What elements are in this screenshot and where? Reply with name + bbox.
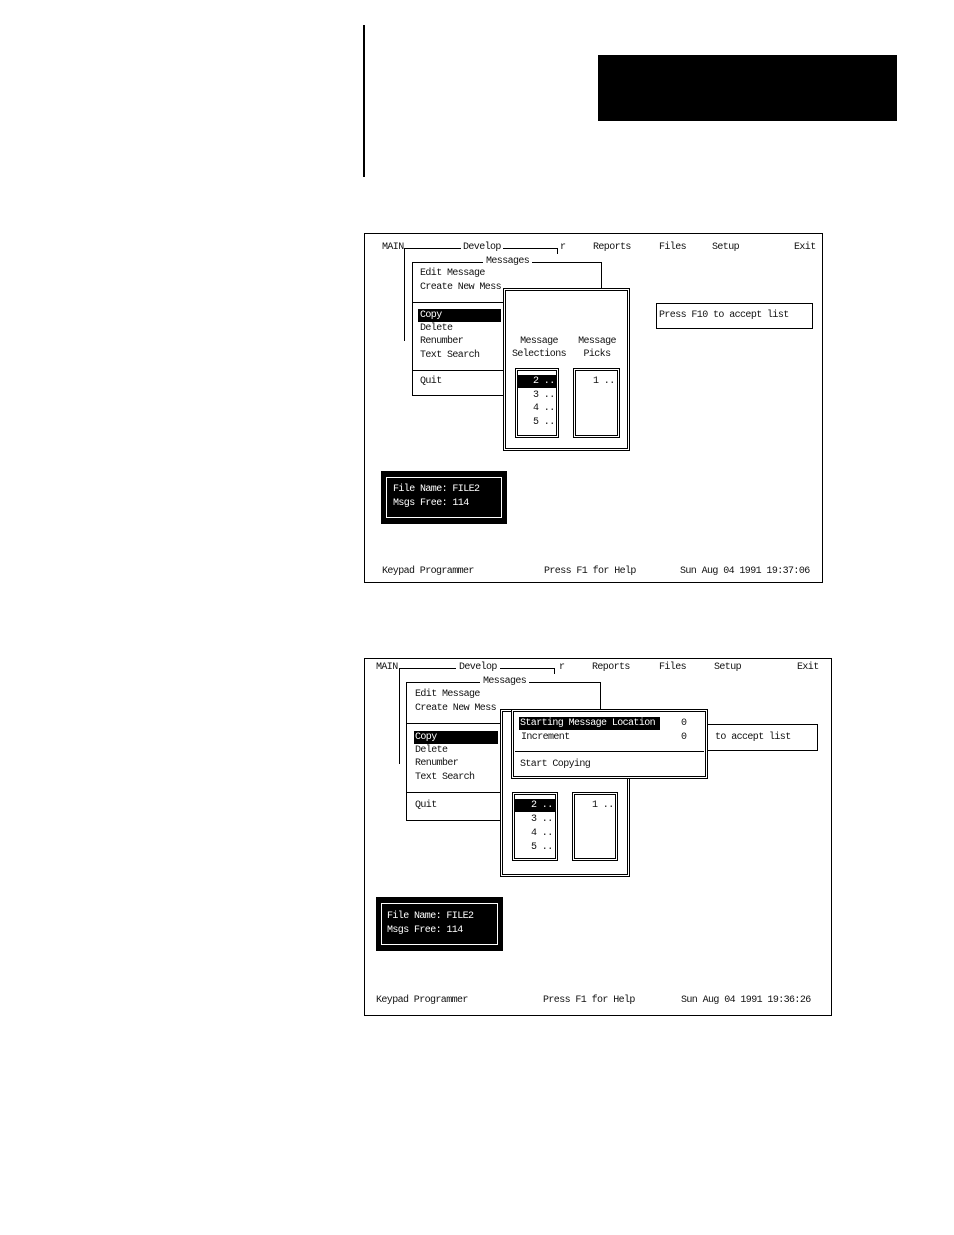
menu-main[interactable]: MAIN — [376, 662, 398, 673]
screenshot-2 — [364, 658, 832, 1016]
status-datetime: Sun Aug 04 1991 19:36:26 — [681, 995, 811, 1006]
message-picks-list[interactable] — [572, 792, 618, 861]
menu-files[interactable]: Files — [659, 242, 687, 253]
hint-box — [656, 303, 813, 329]
menu-item-delete[interactable]: Delete — [415, 745, 448, 756]
menu-item-quit[interactable]: Quit — [415, 800, 437, 811]
list-item[interactable]: 3 .. — [531, 814, 553, 825]
list-item-selected[interactable]: 2 .. — [515, 799, 555, 812]
chapter-tab-block — [598, 55, 897, 121]
screenshot-1 — [364, 233, 823, 583]
file-info-panel — [381, 471, 507, 524]
status-app-name: Keypad Programmer — [382, 566, 474, 577]
develop-bracket-line — [399, 668, 456, 669]
menu-item-create-new-message[interactable]: Create New Mess — [420, 282, 502, 293]
menu-item-create-new-message[interactable]: Create New Mess — [415, 703, 497, 714]
menu-exit[interactable]: Exit — [797, 662, 819, 673]
list-item[interactable]: 1 .. — [592, 800, 614, 811]
increment-value[interactable]: 0 — [681, 732, 687, 743]
menu-reports[interactable]: Reports — [593, 242, 631, 253]
develop-bracket-corner — [557, 248, 558, 254]
messages-menu-title: Messages — [483, 256, 532, 268]
menu-item-edit-message[interactable]: Edit Message — [415, 689, 480, 700]
msgs-free: Msgs Free: 114 — [393, 498, 469, 509]
list-item[interactable]: 4 .. — [531, 828, 553, 839]
increment-field[interactable]: Increment — [521, 732, 570, 743]
status-datetime: Sun Aug 04 1991 19:37:06 — [680, 566, 810, 577]
menu-item-copy[interactable]: Copy — [414, 731, 498, 744]
menu-item-delete[interactable]: Delete — [420, 323, 453, 334]
menu-reports[interactable]: Reports — [592, 662, 630, 673]
copy-dialog — [511, 709, 708, 779]
list-item[interactable]: 5 .. — [533, 417, 555, 428]
starting-location-field[interactable]: Starting Message Location — [519, 717, 660, 730]
starting-location-value[interactable]: 0 — [681, 718, 687, 729]
list-item[interactable]: 5 .. — [531, 842, 553, 853]
list-item[interactable]: 4 .. — [533, 403, 555, 414]
hint-text: Press F10 to accept list — [659, 310, 789, 321]
develop-bracket-corner — [554, 668, 555, 674]
menu-item-edit-message[interactable]: Edit Message — [420, 268, 485, 279]
status-help: Press F1 for Help — [544, 566, 636, 577]
msgs-free: Msgs Free: 114 — [387, 925, 463, 936]
menu-setup[interactable]: Setup — [714, 662, 742, 673]
margin-rule — [363, 25, 365, 177]
menu-r[interactable]: r — [559, 662, 565, 673]
develop-bracket-left — [404, 248, 405, 341]
menu-item-copy[interactable]: Copy — [418, 309, 501, 322]
status-help: Press F1 for Help — [543, 995, 635, 1006]
start-copying-button[interactable]: Start Copying — [520, 759, 591, 770]
list-item[interactable]: 1 .. — [593, 376, 615, 387]
menu-files[interactable]: Files — [659, 662, 687, 673]
selections-heading-line1: Message — [520, 336, 558, 347]
message-picks-list[interactable] — [573, 368, 620, 438]
menu-r[interactable]: r — [560, 242, 566, 253]
dialog-separator — [515, 751, 704, 752]
menu-setup[interactable]: Setup — [712, 242, 740, 253]
file-name: File Name: FILE2 — [387, 911, 474, 922]
menu-item-renumber[interactable]: Renumber — [420, 336, 464, 347]
file-info-frame — [381, 903, 498, 945]
menu-main[interactable]: MAIN — [382, 242, 404, 253]
picks-heading-line2: Picks — [583, 349, 611, 360]
develop-bracket-left — [399, 668, 400, 764]
status-app-name: Keypad Programmer — [376, 995, 468, 1006]
develop-bracket-line — [500, 668, 554, 669]
list-item[interactable]: 3 .. — [533, 390, 555, 401]
file-info-panel — [376, 897, 503, 951]
message-selections-list[interactable] — [512, 792, 558, 861]
develop-bracket-line — [503, 248, 557, 249]
messages-menu-title: Messages — [480, 676, 529, 688]
picks-heading-line1: Message — [578, 336, 616, 347]
menu-item-text-search[interactable]: Text Search — [415, 772, 475, 783]
menu-develop[interactable]: Develop — [463, 242, 501, 253]
menu-item-text-search[interactable]: Text Search — [420, 350, 480, 361]
selections-heading-line2: Selections — [511, 349, 566, 360]
file-name: File Name: FILE2 — [393, 484, 480, 495]
list-item-selected[interactable]: 2 .. — [518, 375, 556, 388]
hint-text: to accept list — [715, 732, 791, 743]
menu-item-quit[interactable]: Quit — [420, 376, 442, 387]
menu-develop[interactable]: Develop — [459, 662, 497, 673]
message-selections-list[interactable] — [515, 368, 559, 438]
message-picker-window — [503, 288, 630, 451]
menu-item-renumber[interactable]: Renumber — [415, 758, 459, 769]
menu-exit[interactable]: Exit — [794, 242, 816, 253]
develop-bracket-line — [404, 248, 461, 249]
